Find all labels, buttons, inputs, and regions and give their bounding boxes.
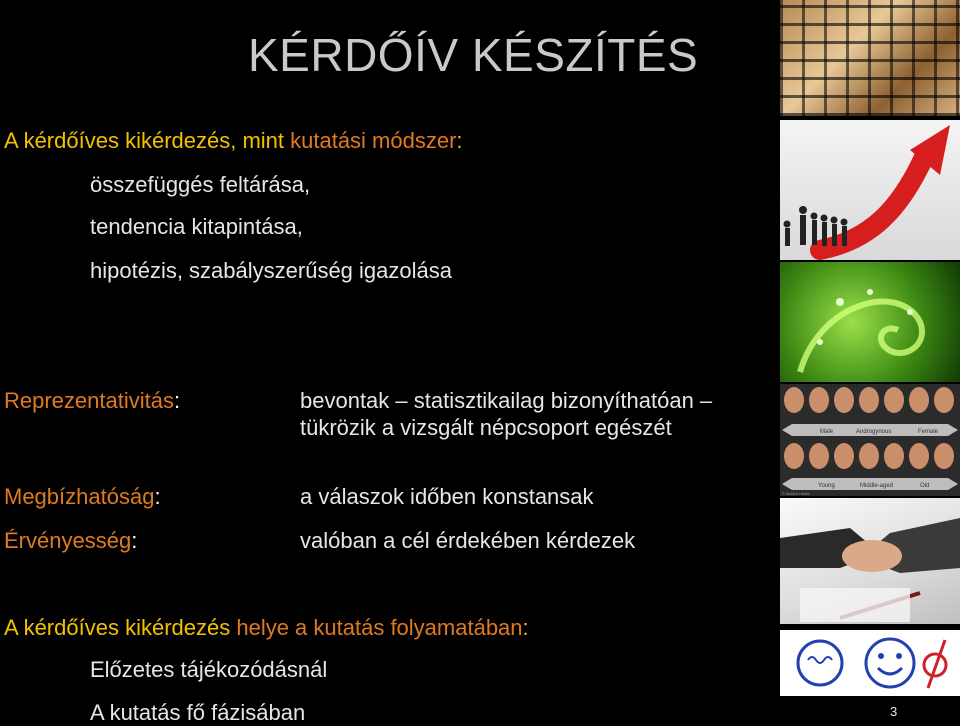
faces-diagram-image xyxy=(780,384,960,496)
criterion-text: bevontak – statisztikailag bizonyíthatóan – xyxy=(300,388,713,413)
smiley-icon xyxy=(866,639,914,687)
faces-label: Middle-aged xyxy=(860,483,894,489)
phase-item: A kutatás fő fázisában xyxy=(90,700,306,725)
criterion-text: valóban a cél érdekében kérdezek xyxy=(300,528,636,553)
growth-arrow-image xyxy=(780,120,960,260)
place-prefix: A kérdőíves kikérdezés xyxy=(4,615,237,640)
fern-spiral-image xyxy=(780,262,960,382)
criterion-label-megbizhatosag: Megbízhatóság: xyxy=(4,484,161,509)
purpose-item: összefüggés feltárása, xyxy=(90,172,311,197)
criterion-text: a válaszok időben konstansak xyxy=(300,484,594,509)
place-line xyxy=(4,615,529,641)
intro-prefix: A kérdőíves kikérdezés, mint xyxy=(4,128,291,153)
purpose-item: tendencia kitapintása, xyxy=(90,214,303,239)
intro-line xyxy=(4,128,463,154)
phase-item: Előzetes tájékozódásnál xyxy=(90,657,328,682)
page-number: 3 xyxy=(890,704,898,719)
chess-pieces-image xyxy=(780,0,960,116)
arrow-icon xyxy=(780,120,960,260)
faces-label: Old xyxy=(920,483,930,489)
intro-highlight: kutatási módszer xyxy=(290,128,457,153)
faces-label: Androgynous xyxy=(856,429,892,435)
slide-title: KÉRDŐÍV KÉSZÍTÉS xyxy=(248,29,699,81)
criterion-label-ervenyesseg: Érvényesség: xyxy=(4,528,138,553)
faces-credit: © Aldrich Hinds xyxy=(782,491,810,496)
smiley-sketch-image xyxy=(780,630,960,696)
handshake-image xyxy=(780,498,960,624)
intro-suffix: : xyxy=(456,128,463,153)
faces-label: Female xyxy=(918,429,939,435)
place-highlight: helye a kutatás folyamatában xyxy=(236,615,523,640)
purpose-item: hipotézis, szabályszerűség igazolása xyxy=(90,258,452,283)
faces-label: Male xyxy=(820,429,834,435)
criterion-label-reprezentativitas: Reprezentativitás: xyxy=(4,388,181,413)
place-suffix: : xyxy=(522,615,529,640)
faces-label: Young xyxy=(818,483,835,489)
criterion-text: tükrözik a vizsgált népcsoport egészét xyxy=(300,415,672,440)
